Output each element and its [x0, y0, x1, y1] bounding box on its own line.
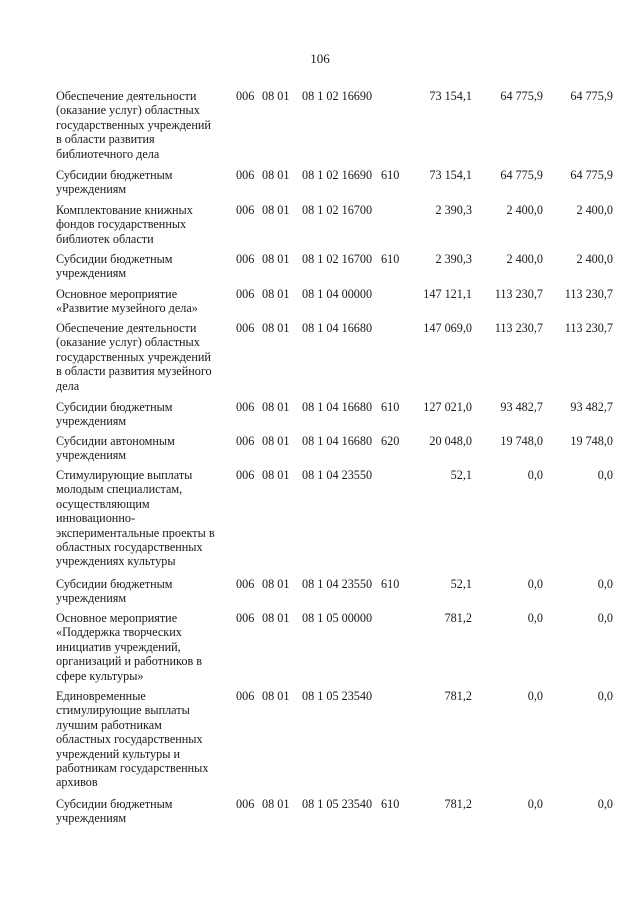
group-code: 006: [236, 577, 255, 591]
row-name-line: Субсидии бюджетным: [56, 797, 173, 811]
row-name-line: организаций и работников в: [56, 654, 203, 669]
row-name-line: областных государственных: [56, 732, 203, 747]
group-code: 006: [236, 321, 255, 335]
row-name: [56, 577, 236, 606]
row-name-line: в области развития музейного: [56, 364, 212, 379]
row-name-line: Стимулирующие выплаты: [56, 468, 193, 482]
row-name-line: (оказание услуг) областных: [56, 103, 200, 118]
target-article-code: 08 1 02 16690: [302, 89, 373, 103]
row-name-line: учреждениях культуры: [56, 554, 176, 569]
row-name: [56, 203, 236, 246]
amount-year-2: 0,0: [527, 577, 543, 591]
section-code: 08 01: [262, 287, 290, 301]
section-code: 08 01: [262, 797, 290, 811]
target-article-code: 08 1 04 16680: [302, 434, 373, 448]
expense-type-code: 610: [381, 400, 400, 414]
group-code: 006: [236, 89, 255, 103]
row-name-line: учреждениям: [56, 414, 127, 429]
amount-year-3: 2 400,0: [576, 203, 613, 217]
row-name-line: Обеспечение деятельности: [56, 89, 197, 103]
amount-year-2: 64 775,9: [500, 89, 543, 103]
row-name-line: Комплектование книжных: [56, 203, 193, 217]
row-name-line: фондов государственных: [56, 217, 187, 232]
amount-year-3: 93 482,7: [570, 400, 613, 414]
row-name: [56, 611, 236, 683]
target-article-code: 08 1 02 16700: [302, 252, 373, 266]
amount-year-3: 0,0: [597, 611, 613, 625]
amount-year-1: 52,1: [450, 577, 472, 591]
row-name: [56, 252, 236, 281]
row-name-line: библиотечного дела: [56, 146, 160, 161]
amount-year-1: 781,2: [444, 797, 472, 811]
expense-type-code: 610: [381, 797, 400, 811]
section-code: 08 01: [262, 400, 290, 414]
amount-year-1: 147 069,0: [423, 321, 472, 335]
row-name: [56, 89, 236, 161]
row-name-line: Субсидии бюджетным: [56, 168, 173, 182]
amount-year-2: 93 482,7: [500, 400, 543, 414]
group-code: 006: [236, 611, 255, 625]
amount-year-3: 113 230,7: [564, 287, 613, 301]
row-name: [56, 797, 236, 826]
amount-year-2: 0,0: [527, 611, 543, 625]
amount-year-1: 147 121,1: [423, 287, 472, 301]
amount-year-2: 2 400,0: [506, 252, 543, 266]
row-name-line: инициатив учреждений,: [56, 639, 181, 654]
row-name-line: сфере культуры»: [56, 668, 144, 683]
amount-year-1: 52,1: [450, 468, 472, 482]
section-code: 08 01: [262, 89, 290, 103]
row-name-line: областных государственных: [56, 540, 203, 555]
row-name-line: Единовременные: [56, 689, 146, 703]
section-code: 08 01: [262, 577, 290, 591]
row-name-line: Субсидии бюджетным: [56, 400, 173, 414]
amount-year-2: 19 748,0: [500, 434, 543, 448]
amount-year-1: 73 154,1: [429, 89, 472, 103]
expense-type-code: 620: [381, 434, 400, 448]
row-name-line: лучшим работникам: [56, 717, 162, 732]
row-name-line: учреждениям: [56, 182, 127, 197]
expense-type-code: 610: [381, 577, 400, 591]
row-name-line: Субсидии бюджетным: [56, 577, 173, 591]
row-name-line: молодым специалистам,: [56, 482, 183, 497]
row-name-line: учреждениям: [56, 811, 127, 826]
row-name-line: Основное мероприятие: [56, 611, 178, 625]
row-name: [56, 168, 236, 197]
row-name-line: дела: [56, 378, 80, 393]
amount-year-2: 0,0: [527, 797, 543, 811]
section-code: 08 01: [262, 468, 290, 482]
target-article-code: 08 1 02 16700: [302, 203, 373, 217]
target-article-code: 08 1 04 00000: [302, 287, 373, 301]
row-name-line: учреждениям: [56, 448, 127, 463]
amount-year-3: 113 230,7: [564, 321, 613, 335]
row-name: [56, 689, 236, 790]
row-name: [56, 287, 236, 316]
row-name-line: стимулирующие выплаты: [56, 703, 190, 718]
amount-year-1: 781,2: [444, 689, 472, 703]
section-code: 08 01: [262, 611, 290, 625]
group-code: 006: [236, 252, 255, 266]
row-name-line: Субсидии автономным: [56, 434, 175, 448]
row-name-line: экспериментальные проекты в: [56, 525, 215, 540]
target-article-code: 08 1 04 23550: [302, 468, 373, 482]
target-article-code: 08 1 04 23550: [302, 577, 373, 591]
section-code: 08 01: [262, 321, 290, 335]
group-code: 006: [236, 689, 255, 703]
amount-year-2: 113 230,7: [494, 321, 543, 335]
group-code: 006: [236, 400, 255, 414]
row-name-line: государственных учреждений: [56, 349, 211, 364]
amount-year-3: 0,0: [597, 468, 613, 482]
amount-year-3: 0,0: [597, 797, 613, 811]
row-name-line: архивов: [56, 775, 98, 790]
row-name-line: (оказание услуг) областных: [56, 335, 200, 350]
group-code: 006: [236, 434, 255, 448]
row-name-line: библиотек области: [56, 231, 154, 246]
row-name-line: «Поддержка творческих: [56, 625, 182, 640]
amount-year-3: 0,0: [597, 689, 613, 703]
amount-year-1: 73 154,1: [429, 168, 472, 182]
row-name-line: Субсидии бюджетным: [56, 252, 173, 266]
amount-year-3: 64 775,9: [570, 89, 613, 103]
row-name-line: учреждениям: [56, 591, 127, 606]
group-code: 006: [236, 168, 255, 182]
row-name-line: государственных учреждений: [56, 117, 211, 132]
row-name-line: «Развитие музейного дела»: [56, 301, 198, 316]
amount-year-2: 0,0: [527, 689, 543, 703]
amount-year-1: 781,2: [444, 611, 472, 625]
amount-year-2: 64 775,9: [500, 168, 543, 182]
page-number: 106: [310, 51, 330, 66]
group-code: 006: [236, 203, 255, 217]
group-code: 006: [236, 468, 255, 482]
group-code: 006: [236, 287, 255, 301]
row-name: [56, 434, 236, 463]
amount-year-1: 20 048,0: [429, 434, 472, 448]
section-code: 08 01: [262, 689, 290, 703]
amount-year-1: 127 021,0: [423, 400, 472, 414]
section-code: 08 01: [262, 434, 290, 448]
row-name: [56, 321, 236, 393]
amount-year-1: 2 390,3: [435, 252, 472, 266]
section-code: 08 01: [262, 252, 290, 266]
section-code: 08 01: [262, 168, 290, 182]
amount-year-3: 64 775,9: [570, 168, 613, 182]
row-name: [56, 400, 236, 429]
amount-year-3: 2 400,0: [576, 252, 613, 266]
expense-type-code: 610: [381, 168, 400, 182]
amount-year-2: 113 230,7: [494, 287, 543, 301]
target-article-code: 08 1 05 23540: [302, 797, 373, 811]
row-name-line: инновационно-: [56, 511, 135, 526]
amount-year-3: 19 748,0: [570, 434, 613, 448]
expense-type-code: 610: [381, 252, 400, 266]
target-article-code: 08 1 05 00000: [302, 611, 373, 625]
row-name-line: осуществляющим: [56, 496, 150, 511]
amount-year-2: 0,0: [527, 468, 543, 482]
target-article-code: 08 1 04 16680: [302, 400, 373, 414]
row-name-line: Обеспечение деятельности: [56, 321, 197, 335]
row-name-line: Основное мероприятие: [56, 287, 178, 301]
target-article-code: 08 1 05 23540: [302, 689, 373, 703]
section-code: 08 01: [262, 203, 290, 217]
row-name: [56, 468, 236, 569]
row-name-line: работникам государственных: [56, 761, 209, 776]
amount-year-3: 0,0: [597, 577, 613, 591]
row-name-line: в области развития: [56, 132, 155, 147]
row-name-line: учреждений культуры и: [56, 746, 180, 761]
amount-year-2: 2 400,0: [506, 203, 543, 217]
amount-year-1: 2 390,3: [435, 203, 472, 217]
target-article-code: 08 1 04 16680: [302, 321, 373, 335]
row-name-line: учреждениям: [56, 266, 127, 281]
target-article-code: 08 1 02 16690: [302, 168, 373, 182]
group-code: 006: [236, 797, 255, 811]
